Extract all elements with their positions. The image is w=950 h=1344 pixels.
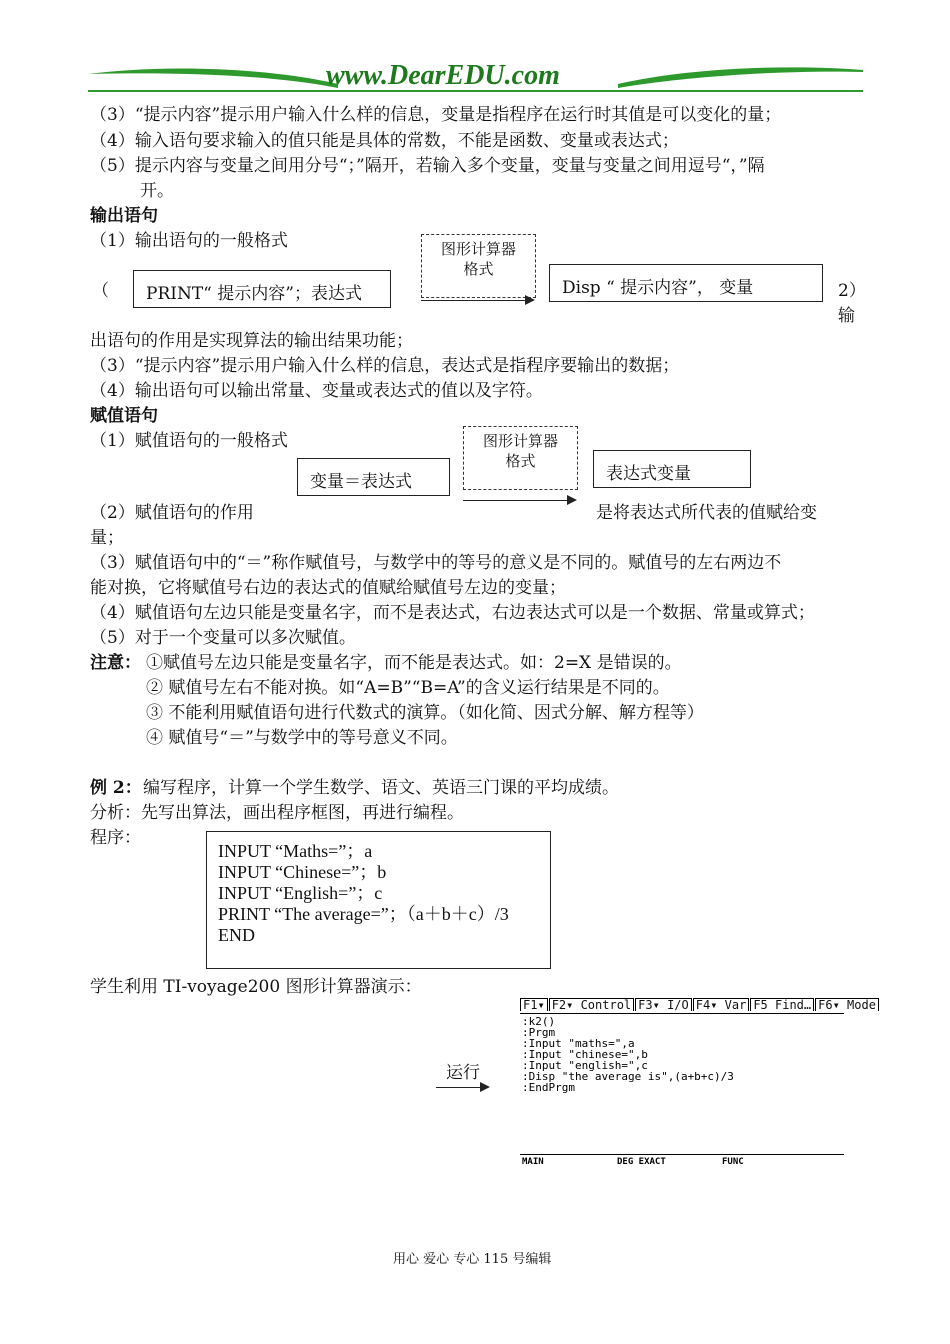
section-heading: 赋值语句	[90, 406, 158, 426]
header-banner	[88, 60, 863, 96]
text-line: （4）输出语句可以输出常量、变量或表达式的值以及字符。	[90, 381, 543, 401]
expr-var-label: 表达式变量	[606, 464, 691, 484]
calc-line: :Input "english=",c	[522, 1059, 648, 1072]
text-line: （4）输入语句要求输入的值只能是具体的常数，不能是函数、变量或表达式；	[90, 131, 679, 151]
calc-toolbar	[520, 994, 880, 1014]
text-line: 是将表达式所代表的值赋给变	[596, 503, 817, 523]
text-line: 量；	[90, 528, 124, 548]
calc-line: :Input "maths=",a	[522, 1037, 635, 1050]
calc-tab-control[interactable]: F2▾ Control	[549, 998, 634, 1011]
assign-format-box	[297, 458, 450, 496]
calc-format-box	[421, 234, 536, 298]
calc-tab-f1[interactable]: F1▾	[520, 998, 548, 1011]
disp-format-box	[549, 264, 823, 302]
note-item: ①赋值号左边只能是变量名字，而不能是表达式。如：2=X 是错误的。	[146, 653, 682, 673]
section-heading: 输出语句	[90, 206, 158, 226]
text-line: 学生利用 TI-voyage200 图形计算器演示：	[90, 977, 422, 997]
calc-line: :k2()	[522, 1015, 556, 1028]
calc-format-line: 图形计算器	[482, 432, 558, 450]
calc-status-mode: MAIN	[522, 1157, 544, 1167]
text-line: 输	[838, 306, 855, 326]
print-format-label: PRINT“ 提示内容”；表达式	[146, 284, 362, 304]
text-line: 分析：先写出算法，画出程序框图，再进行编程。	[90, 803, 464, 823]
code-line: INPUT “Chinese=”；b	[218, 862, 387, 882]
run-label: 运行	[446, 1063, 480, 1083]
code-line: INPUT “Maths=”；a	[218, 841, 373, 861]
expr-var-box	[593, 450, 751, 488]
code-line: END	[218, 925, 255, 945]
text-line: 出语句的作用是实现算法的输出结果功能；	[90, 331, 413, 351]
text-line: （4）赋值语句左边只能是变量名字，而不是表达式，右边表达式可以是一个数据、常量或算式；	[90, 603, 815, 623]
text-line: （5）对于一个变量可以多次赋值。	[90, 628, 356, 648]
text-line: （3）赋值语句中的“＝”称作赋值号，与数学中的等号的意义是不同的。赋值号的左右两边不	[90, 553, 782, 573]
code-line: INPUT “English=”；c	[218, 883, 383, 903]
site-logo: www.DearEDU.com	[326, 60, 560, 91]
calculator-screen	[520, 994, 876, 1170]
arrow-icon	[436, 1087, 488, 1088]
text-line: （5）提示内容与变量之间用分号“；”隔开，若输入多个变量，变量与变量之间用逗号“，”隔	[90, 156, 765, 176]
note-item: ④ 赋值号“＝”与数学中的等号意义不同。	[146, 728, 458, 748]
example-text: 编写程序，计算一个学生数学、语文、英语三门课的平均成绩。	[143, 778, 619, 798]
text-line: 开。	[140, 181, 174, 201]
calc-tab-find[interactable]: F5 Find…	[750, 998, 814, 1011]
arrow-icon	[463, 500, 575, 501]
calc-line: :Prgm	[522, 1026, 556, 1039]
calc-status-graph: FUNC	[722, 1157, 744, 1167]
calc-tab-var[interactable]: F4▾ Var	[693, 998, 750, 1011]
calc-tab-io[interactable]: F3▾ I/O	[635, 998, 692, 1011]
disp-format-label: Disp “ 提示内容”， 变量	[562, 278, 754, 298]
calc-format-line: 格式	[463, 260, 494, 278]
text-line: （2）赋值语句的作用	[90, 503, 254, 523]
calc-format-line: 格式	[505, 452, 536, 470]
text-line: （1）输出语句的一般格式	[90, 231, 288, 251]
calc-format-box	[463, 426, 578, 490]
calc-line: :EndPrgm	[522, 1081, 575, 1094]
text-line: （	[92, 281, 109, 301]
code-line: PRINT “The average=”；（a＋b＋c）/3	[218, 904, 509, 924]
text-line: （3）“提示内容”提示用户输入什么样的信息，表达式是指程序要输出的数据；	[90, 356, 680, 376]
program-code-box	[206, 831, 551, 969]
assign-format-label: 变量＝表达式	[310, 472, 412, 492]
text-line: 2）	[838, 281, 866, 301]
calc-format-line: 图形计算器	[440, 240, 516, 258]
example-label: 例 2：	[90, 778, 142, 798]
text-line: 能对换，它将赋值号右边的表达式的值赋给赋值号左边的变量；	[90, 578, 566, 598]
text-line: （3）“提示内容”提示用户输入什么样的信息，变量是指程序在运行时其值是可以变化的量；	[90, 105, 782, 125]
note-label: 注意：	[90, 653, 141, 673]
calc-line: :Disp "the average is",(a+b+c)/3	[522, 1070, 734, 1083]
print-format-box	[133, 270, 391, 308]
text-line: （1）赋值语句的一般格式	[90, 431, 288, 451]
note-item: ② 赋值号左右不能对换。如“A=B”“B=A”的含义运行结果是不同的。	[146, 678, 670, 698]
footer-text: 用心 爱心 专心 115 号编辑	[393, 1252, 552, 1267]
arrow-icon	[421, 300, 533, 301]
calc-status-angle: DEG EXACT	[617, 1157, 666, 1167]
note-item: ③ 不能利用赋值语句进行代数式的演算。（如化简、因式分解、解方程等）	[146, 703, 704, 723]
calc-line: :Input "chinese=",b	[522, 1048, 648, 1061]
text-line: 程序：	[90, 828, 141, 848]
calc-tab-mode[interactable]: F6▾ Mode	[815, 998, 879, 1011]
